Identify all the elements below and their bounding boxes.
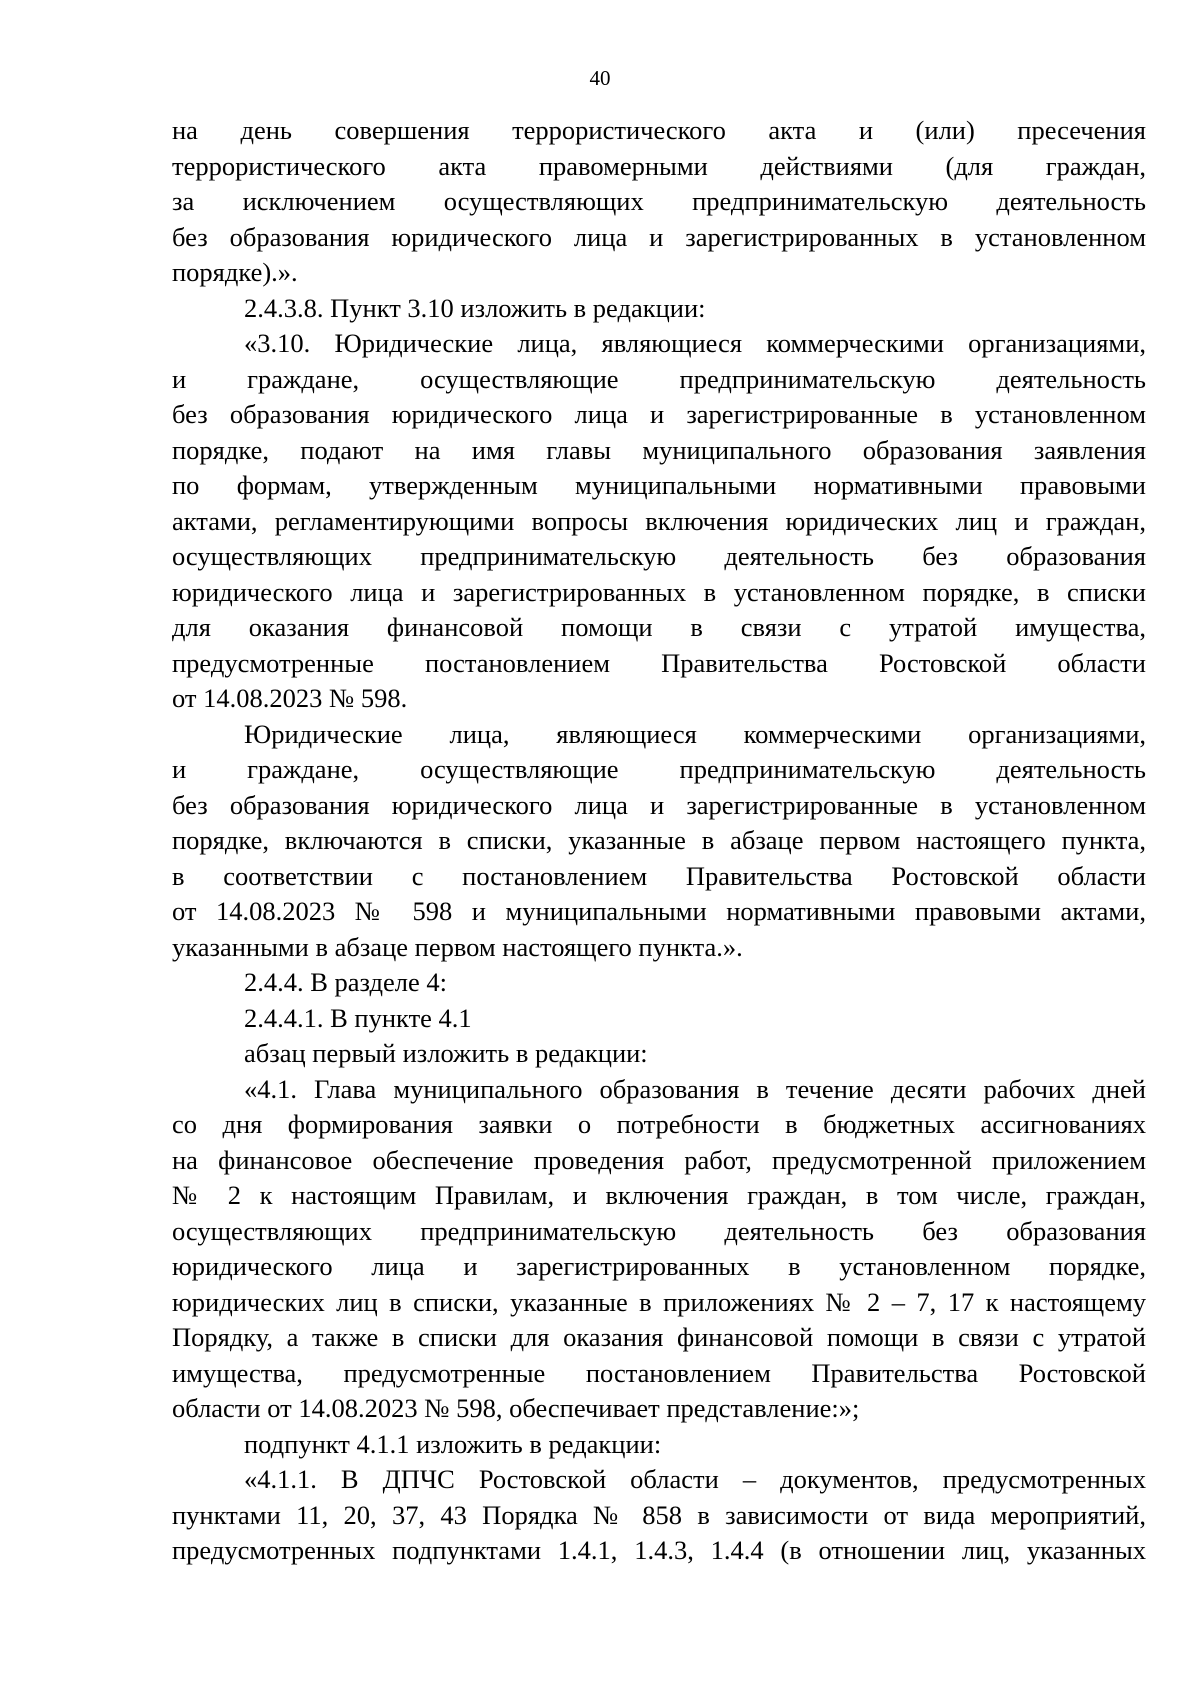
text-line: актами, регламентирующими вопросы включения юридических лиц и граждан, [172, 505, 1146, 536]
text-line: порядке).». [172, 257, 298, 287]
text-line: осуществляющих предпринимательскую деятельность без образования [172, 541, 1146, 571]
text-line: по формам, утвержденным муниципальными нормативными правовыми [172, 470, 1146, 500]
text-line: подпункт 4.1.1 изложить в редакции: [244, 1428, 662, 1459]
text-line: террористического акта правомерными действиями (для граждан, [172, 150, 1146, 181]
text-line: «4.1.1. В ДПЧС Ростовской области – документов, предусмотренных [244, 1464, 1146, 1494]
text-line: со дня формирования заявки о потребности в бюджетных ассигнованиях [172, 1109, 1146, 1139]
text-line: № 2 к настоящим Правилам, и включения граждан, в том числе, граждан, [172, 1180, 1146, 1210]
text-line: пунктами 11, 20, 37, 43 Порядка № 858 в зависимости от вида мероприятий, [172, 1499, 1146, 1530]
text-line: на день совершения террористического акта и (или) пресечения [172, 115, 1146, 145]
text-line: 2.4.4. В разделе 4: [244, 967, 448, 997]
text-line: юридического лица и зарегистрированных в установленном порядке, в списки [172, 576, 1146, 607]
text-line: от 14.08.2023 № 598. [172, 683, 408, 713]
text-line: 2.4.3.8. Пункт 3.10 изложить в редакции: [244, 292, 706, 323]
text-line: указанными в абзаце первом настоящего пункта.». [172, 931, 743, 962]
text-line: в соответствии с постановлением Правительства Ростовской области [172, 860, 1146, 891]
text-line: Юридические лица, являющиеся коммерческими организациями, [244, 718, 1146, 749]
text-line: порядке, подают на имя главы муниципального образования заявления [172, 434, 1146, 465]
text-line: предусмотренные постановлением Правительства Ростовской области [172, 647, 1146, 678]
text-line: предусмотренных подпунктами 1.4.1, 1.4.3, 1.4.4 (в отношении лиц, указанных [172, 1535, 1146, 1565]
text-line: области от 14.08.2023 № 598, обеспечивает представление:»; [172, 1393, 860, 1423]
text-line: без образования юридического лица и зарегистрированные в установленном [172, 789, 1146, 820]
text-line: для оказания финансовой помощи в связи с утратой имущества, [172, 612, 1146, 642]
text-line: на финансовое обеспечение проведения работ, предусмотренной приложением [172, 1144, 1146, 1175]
text-line: «3.10. Юридические лица, являющиеся коммерческими организациями, [244, 328, 1146, 358]
text-line: осуществляющих предпринимательскую деятельность без образования [172, 1215, 1146, 1246]
text-line: и граждане, осуществляющие предпринимательскую деятельность [172, 754, 1146, 784]
text-line: юридического лица и зарегистрированных в установленном порядке, [172, 1251, 1146, 1281]
text-line: «4.1. Глава муниципального образования в течение десяти рабочих дней [244, 1073, 1146, 1104]
text-line: и граждане, осуществляющие предпринимательскую деятельность [172, 363, 1146, 394]
text-line: абзац первый изложить в редакции: [244, 1038, 648, 1068]
text-line: имущества, предусмотренные постановлением Правительства Ростовской [172, 1357, 1146, 1388]
text-line: юридических лиц в списки, указанные в приложениях № 2 – 7, 17 к настоящему [172, 1286, 1146, 1317]
text-line: без образования юридического лица и зарегистрированные в установленном [172, 399, 1146, 429]
document-body [172, 113, 1146, 1569]
text-line: порядке, включаются в списки, указанные в абзаце первом настоящего пункта, [172, 825, 1146, 855]
text-line: без образования юридического лица и зарегистрированных в установленном [172, 221, 1146, 252]
page-number: 40 [589, 66, 611, 90]
text-line: 2.4.4.1. В пункте 4.1 [244, 1002, 472, 1033]
text-line: Порядку, а также в списки для оказания финансовой помощи в связи с утратой [172, 1322, 1146, 1352]
text-line: от 14.08.2023 № 598 и муниципальными нормативными правовыми актами, [172, 896, 1146, 926]
text-line: за исключением осуществляющих предпринимательскую деятельность [172, 186, 1146, 216]
